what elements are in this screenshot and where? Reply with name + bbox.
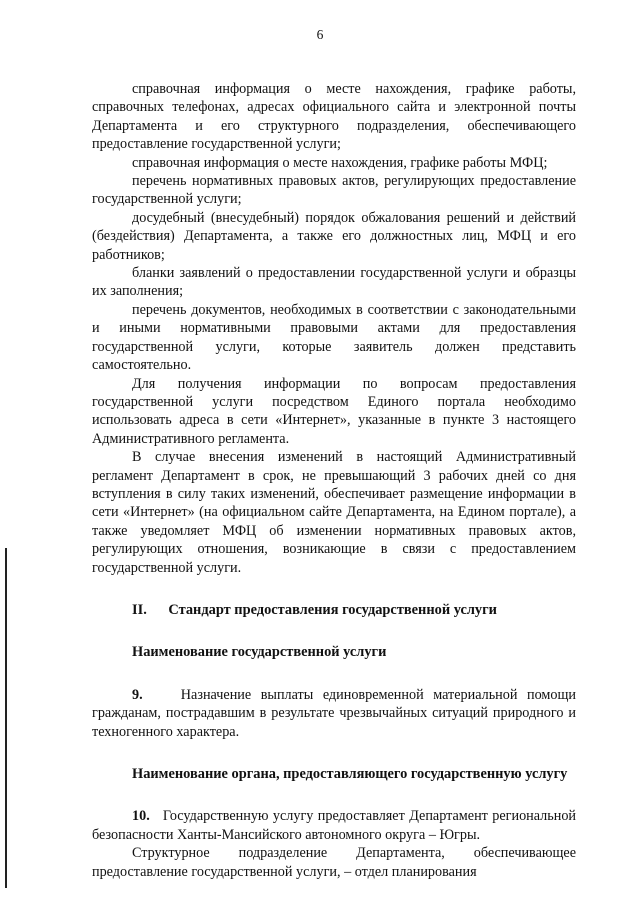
- subsection-heading-service-name: Наименование государственной услуги: [132, 644, 387, 661]
- paragraph-contact-info: справочная информация о месте нахождения, графике работы, справочных телефонах, адресах официального сайта и электронной почты Департамента и его структурного подразделения, обеспечивающего предоставление государственной услуги;: [92, 81, 576, 153]
- paragraph-appeal-procedure: досудебный (внесудебный) порядок обжалования решений и действий (бездействия) Департамента, а также его должностных лиц, МФЦ и его работников;: [92, 209, 576, 263]
- paragraph-portal-info: Для получения информации по вопросам предоставления государственной услуги посредством Единого портала необходимо использовать адреса в сети «Интернет», указанные в пункте 3 настоящего Административного регламента.: [92, 375, 576, 447]
- scan-margin-mark: [5, 548, 7, 888]
- paragraph-documents-list: перечень документов, необходимых в соответствии с законодательными и иными нормативными правовыми актами для предоставления государственной услуги, которые заявитель должен представить самостоятельно.: [92, 301, 576, 374]
- paragraph-amendments: В случае внесения изменений в настоящий Административный регламент Департамент в срок, не превышающий 3 рабочих дней со дня вступления в силу таких изменений, обеспечивает размещение информации в сети «Интернет» (на официальном сайте Департамента, на Едином портале), а также уведомляет МФЦ об изменении нормативных правовых актов, регулирующих отношения, возникающие в связи с предоставлением государственной услуги.: [92, 449, 576, 576]
- document-body: [92, 80, 576, 881]
- page-number: 6: [316, 27, 324, 42]
- paragraph-mfc-info: справочная информация о месте нахождения, графике работы МФЦ;: [132, 154, 548, 171]
- section-title: Стандарт предоставления государственной услуги: [168, 601, 497, 618]
- section-heading: [92, 601, 576, 619]
- paragraph-forms: бланки заявлений о предоставлении государственной услуги и образцы их заполнения;: [92, 265, 576, 300]
- item-9: [92, 686, 576, 741]
- item-10-number: 10.: [132, 808, 150, 825]
- item-9-number: 9.: [132, 686, 143, 703]
- section-number: II.: [132, 601, 147, 618]
- paragraph-legal-acts: перечень нормативных правовых актов, регулирующих предоставление государственной услуги;: [92, 173, 576, 208]
- paragraph-structural-unit: Структурное подразделение Департамента, обеспечивающее предоставление государственной услуги, – отдел планирования: [92, 845, 576, 880]
- item-10: [92, 807, 576, 844]
- item-10-text: Государственную услугу предоставляет Департамент региональной безопасности Ханты-Мансийского автономного округа – Югры.: [92, 808, 577, 843]
- subsection-heading-authority: Наименование органа, предоставляющего государственную услугу: [132, 766, 568, 782]
- item-9-text: Назначение выплаты единовременной материальной помощи гражданам, пострадавшим в результате чрезвычайных ситуаций природного и техногенного характера.: [92, 686, 576, 740]
